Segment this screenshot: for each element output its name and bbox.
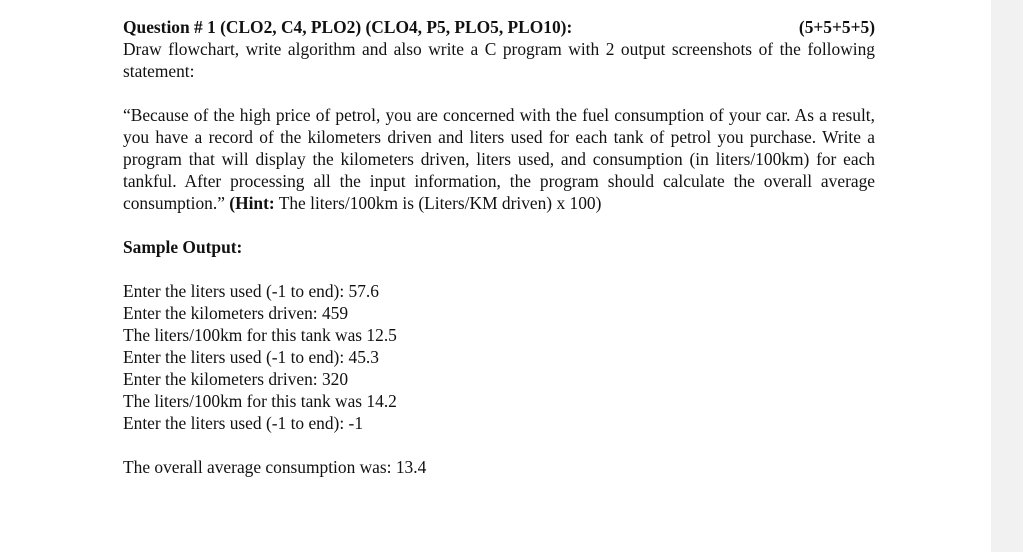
output-line: Enter the liters used (-1 to end): 57.6 bbox=[123, 281, 379, 301]
problem-statement bbox=[123, 104, 875, 214]
output-line: The liters/100km for this tank was 14.2 bbox=[123, 391, 397, 411]
output-line: Enter the liters used (-1 to end): -1 bbox=[123, 413, 364, 433]
scrollbar-track[interactable] bbox=[991, 0, 1023, 552]
question-heading: Question # 1 (CLO2, C4, PLO2) (CLO4, P5, PLO5, PLO10): bbox=[123, 17, 573, 37]
output-line: Enter the liters used (-1 to end): 45.3 bbox=[123, 347, 379, 367]
sample-output-title: Sample Output: bbox=[123, 237, 243, 257]
final-output-line: The overall average consumption was: 13.4 bbox=[123, 457, 427, 477]
question-instruction: Draw flowchart, write algorithm and also write a C program with 2 output screenshots of the following statement: bbox=[123, 39, 875, 81]
document-page bbox=[123, 16, 875, 478]
sample-output-block bbox=[123, 280, 875, 434]
output-line: Enter the kilometers driven: 459 bbox=[123, 303, 349, 323]
question-header bbox=[123, 16, 875, 38]
question-marks: (5+5+5+5) bbox=[798, 17, 875, 37]
hint-text: The liters/100km is (Liters/KM driven) x 100) bbox=[278, 193, 602, 213]
output-line: Enter the kilometers driven: 320 bbox=[123, 369, 349, 389]
statement-quote: “Because of the high price of petrol, you are concerned with the fuel consumption of your car. As a result, you have a record of the kilometers driven and liters used for each tank of petrol you purchase. Write a program that will display the kilometers driven, liters used, and consumption (in liters/100km) for each tankful. After processing all the input information, the program should calculate the overall average consumption.” bbox=[123, 105, 875, 213]
output-line: The liters/100km for this tank was 12.5 bbox=[123, 325, 397, 345]
hint-label: (Hint: bbox=[229, 193, 275, 213]
